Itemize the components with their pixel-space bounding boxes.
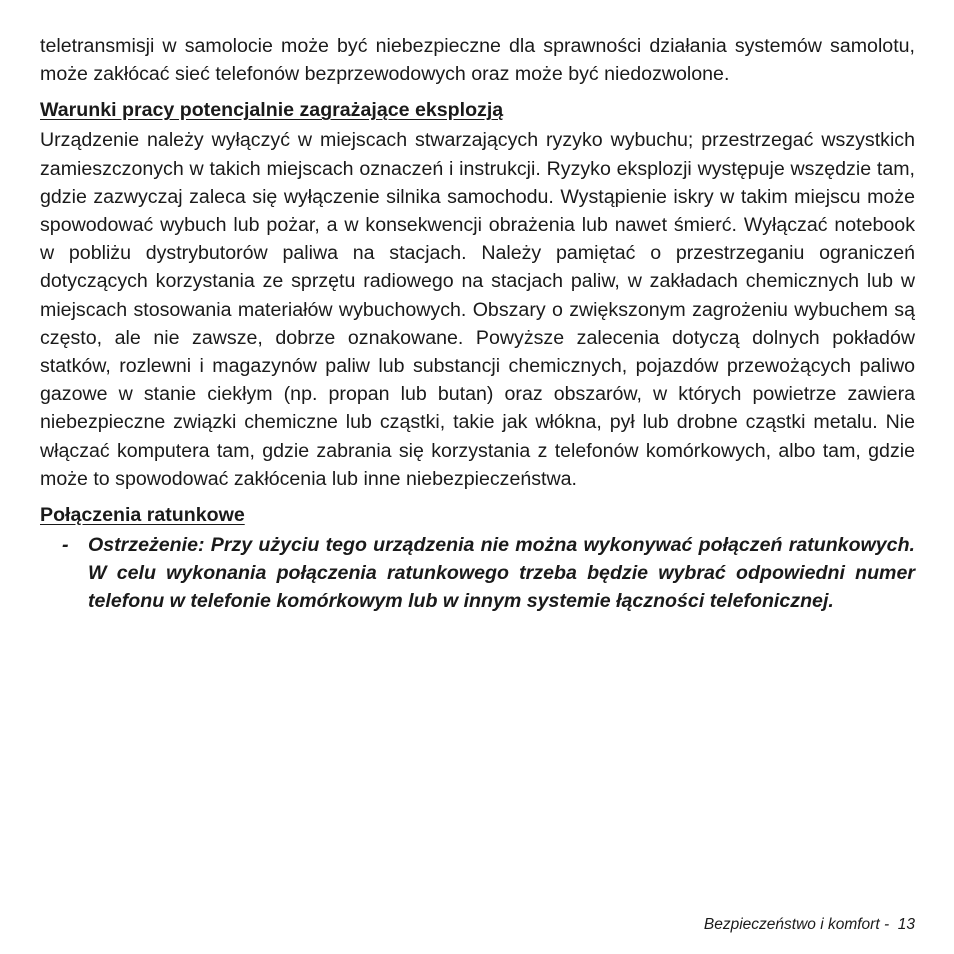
emergency-section-heading: Połączenia ratunkowe — [40, 504, 245, 527]
document-page — [40, 32, 915, 616]
footer-page-number: 13 — [897, 916, 915, 933]
emergency-warning-item — [40, 531, 915, 616]
explosion-section-body: Urządzenie należy wyłączyć w miejscach stwarzających ryzyko wybuchu; przestrzegać wszystkich zamieszczonych w takich miejscach oznaczeń i instrukcji. Ryzyko eksplozji występuje wszędzie tam, gdzie zazwyczaj zaleca się wyłączenie silnika samochodu. Wystąpienie iskry w takim miejscu może spowodować wybuch lub pożar, a w konsekwencji obrażenia lub nawet śmierć. Wyłączać notebook w pobliżu dystrybutorów paliwa na stacjach. Należy pamiętać o przestrzeganiu ograniczeń dotyczących korzystania ze sprzętu radiowego na stacjach paliw, w zakładach chemicznych lub w miejscach stosowania materiałów wybuchowych. Obszary o zwiększonym zagrożeniu wybuchem są często, ale nie zawsze, dobrze oznakowane. Powyższe zalecenia dotyczą dolnych pokładów statków, rozlewni i magazynów paliw lub substancji chemicznych, pojazdów przewożących paliwo gazowe w stanie ciekłym (np. propan lub butan) oraz obszarów, w których powietrze zawiera niebezpieczne związki chemiczne lub cząstki, takie jak włókna, pył lub drobne cząstki metalu. Nie włączać komputera tam, gdzie zabrania się korzystania z telefonów komórkowych, albo tam, gdzie może to spowodować zakłócenia lub inne niebezpieczeństwa. — [40, 129, 915, 490]
footer-section-name: Bezpieczeństwo i komfort - — [703, 916, 890, 933]
page-footer — [704, 916, 915, 934]
emergency-warning-text: Ostrzeżenie: Przy użyciu tego urządzenia nie można wykonywać połączeń ratunkowych. W celu wykonania połączenia ratunkowego trzeba będzie wybrać odpowiedni numer telefonu w telefonie komórkowym lub w innym systemie łączności telefonicznej. — [88, 534, 915, 613]
bullet-dash: - — [62, 534, 69, 557]
explosion-section-heading: Warunki pracy potencjalnie zagrażające eksplozją — [40, 99, 504, 122]
intro-paragraph: teletransmisji w samolocie może być niebezpieczne dla sprawności działania systemów samolotu, może zakłócać sieć telefonów bezprzewodowych oraz może być niedozwolone. — [40, 35, 915, 86]
